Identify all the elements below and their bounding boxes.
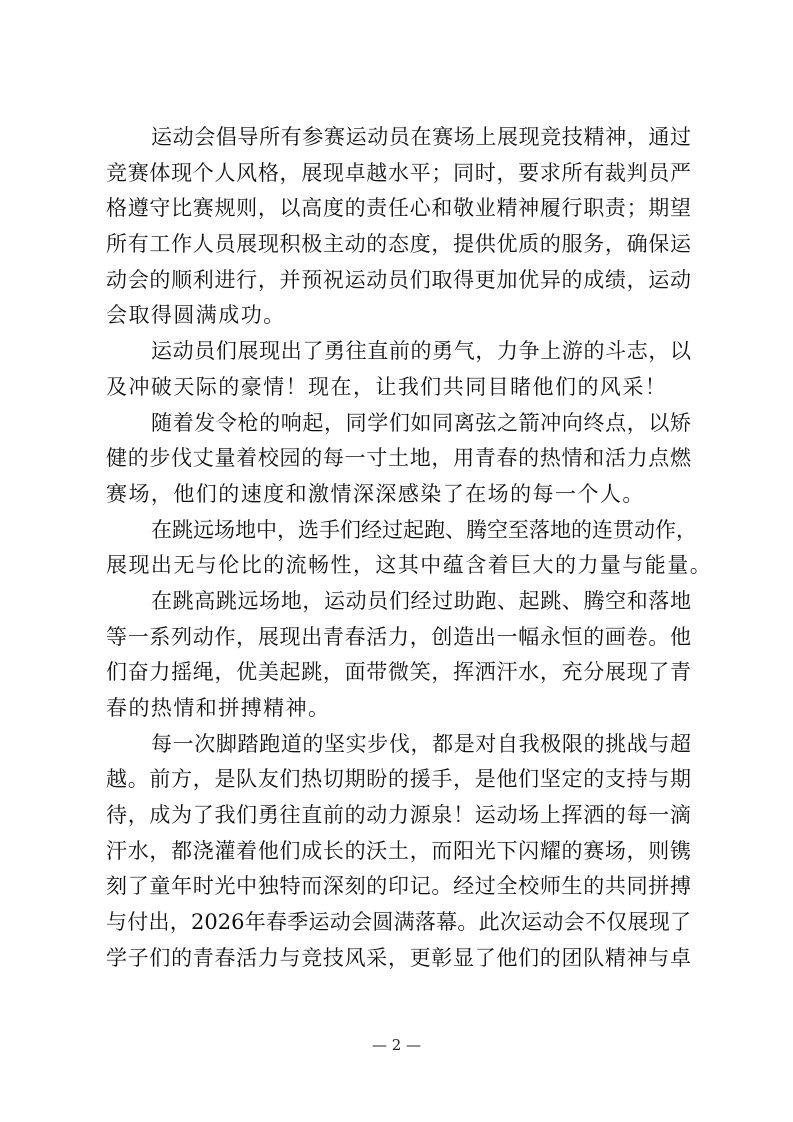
text-line: 及冲破天际的豪情！现在，让我们共同目睹他们的风采！	[106, 374, 668, 399]
paragraph	[106, 727, 691, 977]
text-line: 待，成为了我们勇往直前的动力源泉！运动场上挥洒的每一滴	[106, 803, 691, 828]
text-line: 与付出，2026年春季运动会圆满落幕。此次运动会不仅展现了	[106, 910, 691, 935]
text-line: 格遵守比赛规则，以高度的责任心和敬业精神履行职责；期望	[106, 196, 691, 221]
text-line: 春的热情和拼搏精神。	[106, 696, 331, 720]
text-line: 竞赛体现个人风格，展现卓越水平；同时，要求所有裁判员严	[106, 160, 691, 185]
text-line: 每一次脚踏跑道的坚实步伐，都是对自我极限的挑战与超	[151, 731, 691, 756]
text-line: 赛场，他们的速度和激情深深感染了在场的每一个人。	[106, 481, 645, 506]
text-line: 运动员们展现出了勇往直前的勇气，力争上游的斗志，以	[151, 339, 691, 364]
text-line: 运动会倡导所有参赛运动员在赛场上展现竞技精神，通过	[151, 125, 691, 149]
text-line: 等一系列动作，展现出青春活力，创造出一幅永恒的画卷。他	[106, 624, 691, 649]
text-line: 刻了童年时光中独特而深刻的印记。经过全校师生的共同拼搏	[106, 874, 691, 899]
document-body	[106, 120, 713, 977]
text-line: 展现出无与伦比的流畅性，这其中蕴含着巨大的力量与能量。	[106, 553, 713, 578]
text-line: 动会的顺利进行，并预祝运动员们取得更加优异的成绩，运动	[106, 267, 691, 292]
paragraph	[106, 334, 691, 405]
paragraph	[106, 513, 713, 584]
text-line: 们奋力摇绳，优美起跳，面带微笑，挥洒汗水，充分展现了青	[106, 660, 691, 685]
text-line: 在跳高跳远场地，运动员们经过助跑、起跳、腾空和落地	[151, 588, 691, 613]
text-line: 所有工作人员展现积极主动的态度，提供优质的服务，确保运	[106, 232, 691, 257]
text-line: 越。前方，是队友们热切期盼的援手，是他们坚定的支持与期	[106, 767, 691, 792]
page-number: — 2 —	[371, 1036, 422, 1054]
text-line: 健的步伐丈量着校园的每一寸土地，用青春的热情和活力点燃	[106, 446, 691, 471]
paragraph	[106, 406, 691, 513]
text-line: 随着发令枪的响起，同学们如同离弦之箭冲向终点，以矫	[151, 410, 691, 435]
text-line: 会取得圆满成功。	[106, 303, 286, 328]
text-line: 在跳远场地中，选手们经过起跑、腾空至落地的连贯动作，	[151, 517, 697, 542]
text-line: 学子们的青春活力与竞技风采，更彰显了他们的团队精神与卓	[106, 945, 691, 970]
text-line: 汗水，都浇灌着他们成长的沃土，而阳光下闪耀的赛场，则镌	[106, 838, 691, 863]
paragraph	[106, 120, 691, 334]
paragraph	[106, 584, 691, 727]
